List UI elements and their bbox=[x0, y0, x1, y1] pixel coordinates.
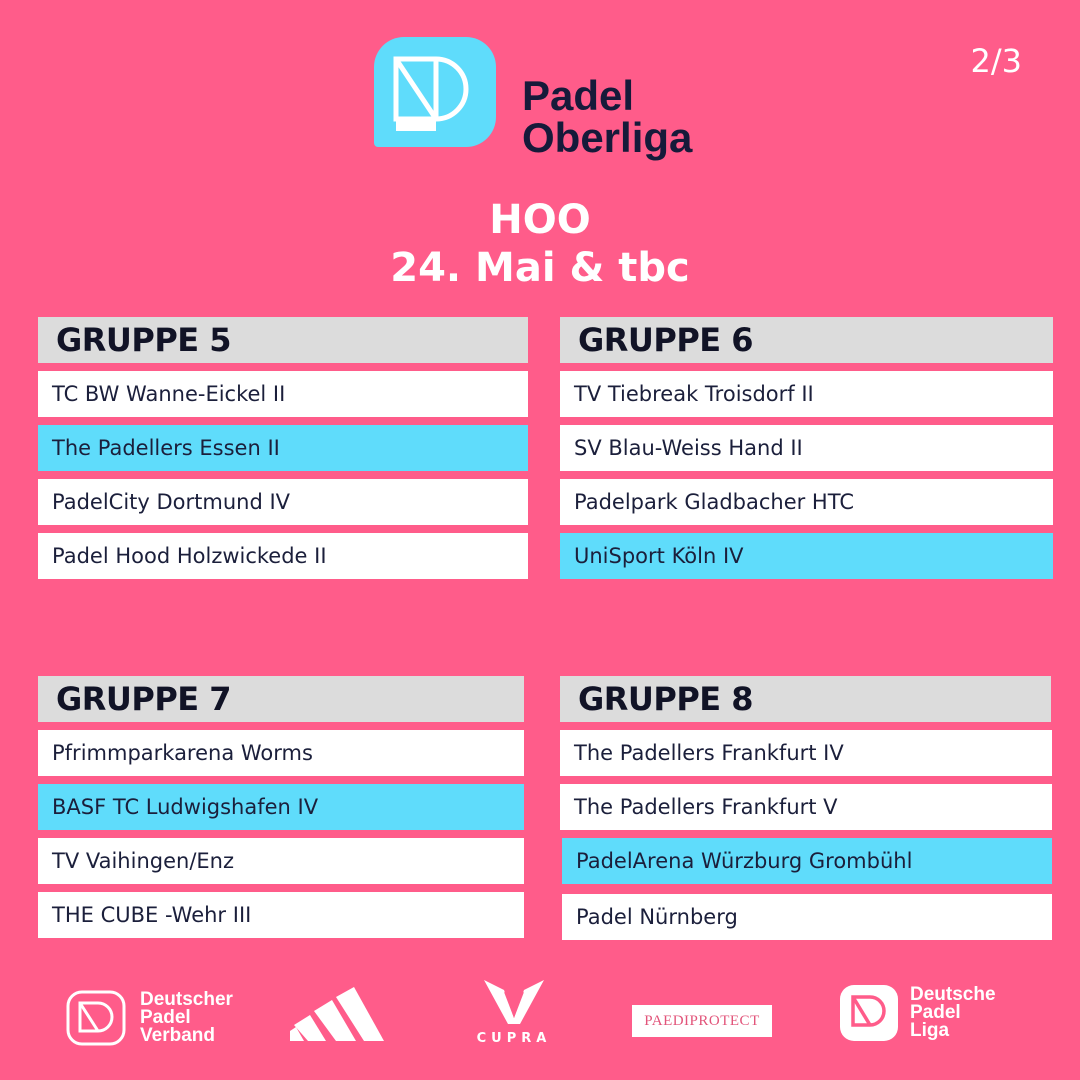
page-indicator: 2/3 bbox=[970, 42, 1022, 80]
team-row: PadelCity Dortmund IV bbox=[38, 479, 528, 525]
team-row: THE CUBE -Wehr III bbox=[38, 892, 524, 938]
padel-logo-icon bbox=[840, 985, 898, 1045]
dpv-line-3: Verband bbox=[140, 1025, 215, 1046]
group-title: GRUPPE 6 bbox=[560, 317, 1053, 363]
padel-oberliga-logo-icon bbox=[374, 37, 496, 147]
dpv-line-2: Padel bbox=[140, 1007, 191, 1028]
team-row: TV Tiebreak Troisdorf II bbox=[560, 371, 1053, 417]
team-row: The Padellers Frankfurt V bbox=[560, 784, 1052, 830]
group-title: GRUPPE 7 bbox=[38, 676, 524, 722]
team-row: Padelpark Gladbacher HTC bbox=[560, 479, 1053, 525]
event-date: 24. Mai & tbc bbox=[390, 245, 690, 291]
team-row: Pfrimmparkarena Worms bbox=[38, 730, 524, 776]
dpl-line-2: Padel bbox=[910, 1002, 961, 1023]
team-row: TV Vaihingen/Enz bbox=[38, 838, 524, 884]
brand-line-1: Padel bbox=[522, 72, 635, 119]
group-title: GRUPPE 8 bbox=[560, 676, 1051, 722]
dpl-line-1: Deutsche bbox=[910, 984, 996, 1005]
event-code: HOO bbox=[489, 197, 591, 243]
team-row: The Padellers Essen II bbox=[38, 425, 528, 471]
team-row: The Padellers Frankfurt IV bbox=[560, 730, 1052, 776]
dpl-line-3: Liga bbox=[910, 1020, 950, 1041]
paediprotect-logo: PAEDIPROTECT bbox=[632, 1005, 772, 1037]
group-title: GRUPPE 5 bbox=[38, 317, 528, 363]
padel-logo-icon bbox=[66, 990, 126, 1050]
team-row: PadelArena Würzburg Grombühl bbox=[562, 838, 1052, 884]
adidas-logo-icon bbox=[290, 985, 384, 1049]
cupra-label: CUPRA bbox=[476, 1031, 552, 1046]
team-row: UniSport Köln IV bbox=[560, 533, 1053, 579]
team-row: Padel Hood Holzwickede II bbox=[38, 533, 528, 579]
team-row: BASF TC Ludwigshafen IV bbox=[38, 784, 524, 830]
team-row: Padel Nürnberg bbox=[562, 894, 1052, 940]
team-row: TC BW Wanne-Eickel II bbox=[38, 371, 528, 417]
cupra-logo-icon bbox=[482, 978, 546, 1030]
team-row: SV Blau-Weiss Hand II bbox=[560, 425, 1053, 471]
dpv-line-1: Deutscher bbox=[140, 989, 233, 1010]
brand-line-2: Oberliga bbox=[522, 114, 693, 161]
